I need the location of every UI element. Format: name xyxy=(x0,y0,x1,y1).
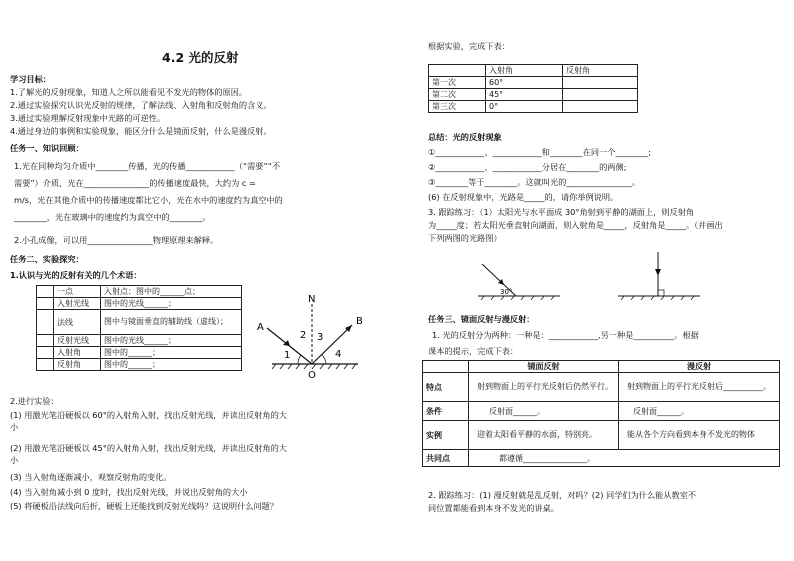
terms-cell-5-2: 图中的______； xyxy=(101,359,242,371)
data-header-2: 反射角 xyxy=(563,65,638,77)
terms-cell-3-1: 反射光线 xyxy=(54,335,101,347)
ray-diagram-angled xyxy=(468,250,568,300)
angle-label-1: 1 xyxy=(284,350,291,361)
task1-line-5: 2.小孔成像，可以用________________物理原理来解释。 xyxy=(14,235,219,245)
terms-cell-5-1: 反射角 xyxy=(54,359,101,371)
compare-row-label: 条件 xyxy=(423,402,469,421)
data-incident: 45° xyxy=(486,89,563,101)
compare-diffuse: 射到物面上的平行光反射后__________。 xyxy=(619,373,780,402)
summary-line-1: ①____________、____________和________在同一个________; xyxy=(428,147,651,157)
task1-line-2: 需要”）介质，光在________________的传播速度最快，大约为 c = xyxy=(14,178,256,188)
ray-label-b: B xyxy=(356,316,363,327)
data-row-label: 第二次 xyxy=(429,89,486,101)
compare-specular: 射到物面上的平行光反射后仍然平行。 xyxy=(469,373,619,402)
exp-heading: 2.进行实验： xyxy=(10,396,59,406)
data-header-1: 入射角 xyxy=(486,65,563,77)
compare-row-label: 共同点 xyxy=(423,450,469,467)
data-table xyxy=(428,64,638,113)
angle-30-label: 30° xyxy=(500,288,513,296)
terms-cell-3-0 xyxy=(37,335,54,347)
compare-row-label: 实例 xyxy=(423,421,469,450)
terms-cell-1-2: 图中的光线______； xyxy=(101,298,242,310)
practice3-line-2: 为_____度；若太阳光垂直射向湖面，则入射角是_____，反射角是_____。（并画出 xyxy=(428,220,723,230)
compare-diffuse: 反射面______。 xyxy=(619,402,780,421)
practice2-line-2: 同位置都能看到本身不发光的讲桌。 xyxy=(428,503,560,513)
compare-diffuse: 能从各个方向看到本身不发光的物体 xyxy=(619,421,780,450)
compare-header-2: 漫反射 xyxy=(619,361,780,373)
terms-cell-5-0 xyxy=(37,359,54,371)
terms-cell-2-0 xyxy=(37,310,54,335)
summary-heading: 总结：光的反射现象 xyxy=(428,132,502,142)
terms-cell-1-1: 入射光线 xyxy=(54,298,101,310)
data-reflection xyxy=(563,101,638,113)
ray-label-a: A xyxy=(257,322,264,333)
terms-cell-4-1: 入射角 xyxy=(54,347,101,359)
goals-heading: 学习目标： xyxy=(10,74,51,84)
task3-line-1: 1. 光的反射分为两种：一种是：____________,另一种是__________。根据 xyxy=(432,330,699,340)
task3-heading: 任务三、镜面反射与漫反射： xyxy=(428,314,535,324)
exp-line-2: 小 xyxy=(10,422,19,432)
exp-line-1: (1) 用激光笔沿硬板以 60°的入射角入射，找出反射光线，并读出反射角的大 xyxy=(10,410,287,420)
page-title: 4.2 光的反射 xyxy=(162,50,239,65)
terms-cell-3-2: 图中的光线______； xyxy=(101,335,242,347)
angle-label-2: 2 xyxy=(300,330,307,341)
ray-diagram-vertical xyxy=(614,250,714,300)
goal-4: 4.通过身边的事例和实验现象，能区分什么是镜面反射，什么是漫反射。 xyxy=(10,126,272,136)
exp-line-3: (2) 用激光笔沿硬板以 45°的入射角入射，找出反射光线，并读出反射角的大 xyxy=(10,443,287,453)
compare-specular: 反射面______。 xyxy=(469,402,619,421)
data-reflection xyxy=(563,77,638,89)
compare-common: 都遵循________________。 xyxy=(469,450,780,467)
data-reflection xyxy=(563,89,638,101)
exp-line-6: (4) 当入射角减小到 0 度时，找出反射光线，并说出反射角的大小 xyxy=(10,487,248,497)
task2-heading: 任务二、实验探究： xyxy=(10,254,84,264)
compare-header-0 xyxy=(423,361,469,373)
terms-table xyxy=(36,285,242,371)
practice3-line-1: 3. 跟踪练习：（1）太阳光与水平面成 30°角射到平静的湖面上，则反射角 xyxy=(428,207,695,217)
data-row-label: 第三次 xyxy=(429,101,486,113)
practice3-line-3: 下列两图的光路图） xyxy=(428,233,502,243)
compare-header-1: 镜面反射 xyxy=(469,361,619,373)
angle-label-3: 3 xyxy=(317,332,324,343)
compare-table xyxy=(422,360,780,467)
normal-label-n: N xyxy=(308,294,316,305)
data-incident: 60° xyxy=(486,77,563,89)
exp-line-4: 小 xyxy=(10,455,19,465)
point-label-o: O xyxy=(308,370,316,381)
angle-label-4: 4 xyxy=(335,349,342,360)
exp-line-7: (5) 将硬板沿法线向后折，硬板上还能找到反射光线吗？这说明什么问题？ xyxy=(10,501,279,511)
terms-cell-4-0 xyxy=(37,347,54,359)
goal-3: 3.通过实验理解反射现象中光路的可逆性。 xyxy=(10,113,166,123)
summary-line-3: ③________等于________。这就叫光的________________。 xyxy=(428,177,641,187)
task1-line-1: 1.光在同种均匀介质中________传播，光的传播____________（“需要”“不 xyxy=(14,161,281,171)
terms-heading: 1.认识与光的反射有关的几个术语： xyxy=(10,270,142,280)
summary-line-4: (6) 在反射现象中，光路是_____的，请你举例说明。 xyxy=(428,192,619,202)
terms-cell-4-2: 图中的______； xyxy=(101,347,242,359)
compare-row-label: 特点 xyxy=(423,373,469,402)
practice2-line-1: 2. 跟踪练习：(1) 漫反射就是乱反射，对吗？(2) 同学们为什么能从教室不 xyxy=(428,490,697,500)
terms-cell-0-1: 一点 xyxy=(54,286,101,298)
summary-line-2: ②____________、____________分居在________的两侧; xyxy=(428,162,627,172)
table-intro: 根据实验，完成下表： xyxy=(428,41,510,51)
terms-cell-2-1: 法线 xyxy=(54,310,101,335)
terms-cell-0-0 xyxy=(37,286,54,298)
compare-specular: 迎着太阳看平静的水面，特别亮。 xyxy=(469,421,619,450)
goal-1: 1.了解光的反射现象，知道人之所以能看见不发光的物体的原因。 xyxy=(10,87,248,97)
reflection-diagram xyxy=(242,290,392,382)
task1-line-3: m/s，光在其他介质中的传播速度都比它小，光在水中的速度约为真空中的 xyxy=(14,195,283,205)
data-row-label: 第一次 xyxy=(429,77,486,89)
data-incident: 0° xyxy=(486,101,563,113)
terms-cell-0-2: 入射点：图中的______点； xyxy=(101,286,242,298)
task1-heading: 任务一、知识回顾： xyxy=(10,143,84,153)
goal-2: 2.通过实验探究认识光反射的规律，了解法线、入射角和反射角的含义。 xyxy=(10,100,272,110)
task1-line-4: ________，光在玻璃中的速度约为真空中的________。 xyxy=(14,212,211,222)
data-header-0 xyxy=(429,65,486,77)
task3-line-2: 课本的提示，完成下表： xyxy=(428,346,519,356)
terms-cell-1-0 xyxy=(37,298,54,310)
terms-cell-2-2: 图中与镜面垂直的辅助线（虚线）； xyxy=(101,310,242,335)
exp-line-5: (3) 当入射角逐渐减小，观察反射角的变化。 xyxy=(10,472,172,482)
